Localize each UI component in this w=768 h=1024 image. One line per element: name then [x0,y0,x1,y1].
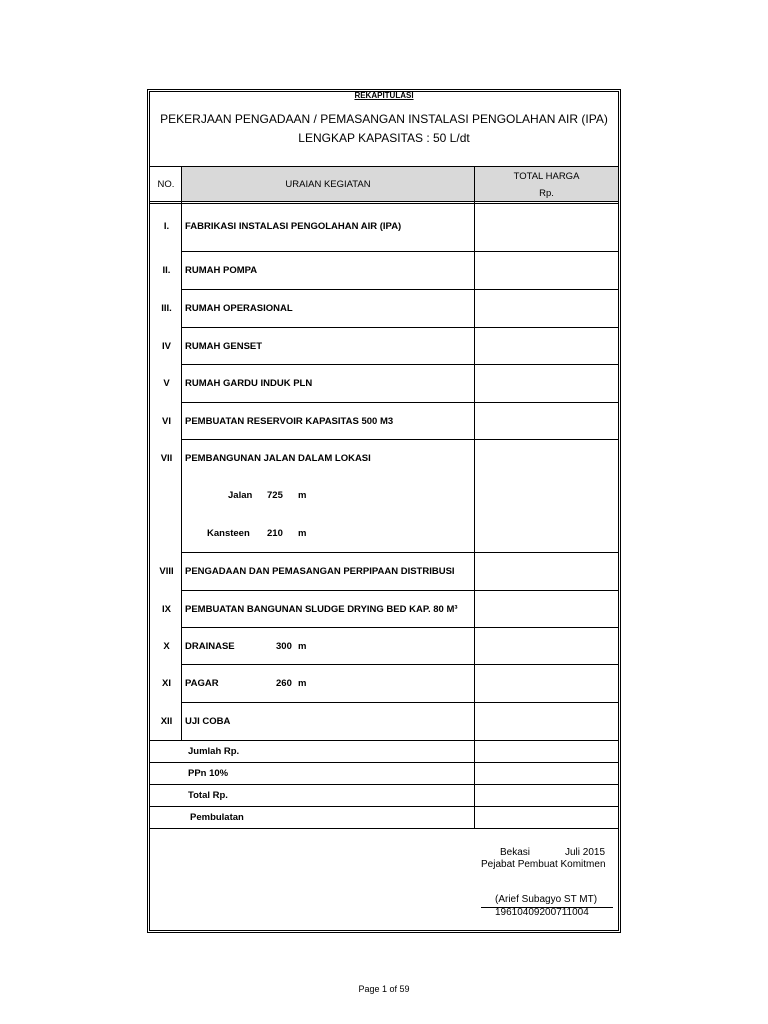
row-number: XII [160,716,173,727]
signature-role: Pejabat Pembuat Komitmen [481,859,606,870]
detail-unit: m [298,489,307,501]
row-number: IX [162,603,171,615]
row-number: X [163,640,170,652]
row-description: PEMBUATAN BANGUNAN SLUDGE DRYING BED KAP. 80 M³ [185,603,458,615]
column-header-total: TOTAL HARGA [513,171,580,182]
page-title: PEKERJAAN PENGADAAN / PEMASANGAN INSTALASI PENGOLAHAN AIR (IPA) [160,112,608,126]
column-header-no: NO. [157,178,175,190]
row-number: VIII [159,566,174,577]
row-description: PAGAR [185,678,219,689]
row-line [181,702,618,703]
signature-place: Bekasi [500,847,531,858]
detail-value: 725 [267,489,283,501]
row-number: VII [160,452,173,464]
row-number: VI [162,415,171,427]
row-line [181,627,618,628]
row-description: RUMAH GENSET [185,340,263,352]
divider [150,201,618,204]
summary-total: Total Rp. [188,790,228,801]
row-description: PEMBUATAN RESERVOIR KAPASITAS 500 M3 [185,415,394,427]
row-number: III. [161,303,172,314]
detail-value: 300 [276,640,292,652]
rekap-label: REKAPITULASI [354,91,414,100]
detail-value: 210 [267,527,283,539]
row-number: XI [162,678,171,689]
summary-jumlah: Jumlah Rp. [188,746,240,757]
detail-unit: m [298,678,307,689]
detail-label: Kansteen [207,527,250,539]
summary-pembulatan: Pembulatan [190,812,244,823]
row-description: RUMAH GARDU INDUK PLN [185,378,313,389]
signature-nip: 19610409200711004 [495,907,589,918]
signature-date: Juli 2015 [565,847,606,858]
row-description: PENGADAAN DAN PEMASANGAN PERPIPAAN DISTRIBUSI [185,566,455,577]
column-header-total-unit: Rp. [539,188,554,199]
row-description: FABRIKASI INSTALASI PENGOLAHAN AIR (IPA) [185,220,402,232]
detail-value: 260 [276,678,292,689]
page-subtitle: LENGKAP KAPASITAS : 50 L/dt [298,131,470,145]
detail-unit: m [298,527,307,539]
row-description: UJI COBA [185,716,231,727]
col-line [474,166,475,740]
row-description: RUMAH OPERASIONAL [185,303,293,314]
page-number: Page 1 of 59 [358,984,410,994]
row-number: V [163,378,170,389]
detail-unit: m [298,640,307,652]
row-description: RUMAH POMPA [185,265,258,276]
summary-ppn: PPn 10% [188,768,229,779]
detail-label: Jalan [228,489,253,501]
signature-name: (Arief Subagyo ST MT) [495,894,598,905]
row-description: DRAINASE [185,640,235,652]
row-line [181,664,618,665]
row-line [181,439,618,440]
column-header-desc: URAIAN KEGIATAN [285,178,371,190]
row-number: II. [162,265,171,276]
row-description: PEMBANGUNAN JALAN DALAM LOKASI [185,452,371,464]
row-number: IV [162,340,171,352]
row-line [150,828,618,829]
row-number: I. [163,220,170,232]
